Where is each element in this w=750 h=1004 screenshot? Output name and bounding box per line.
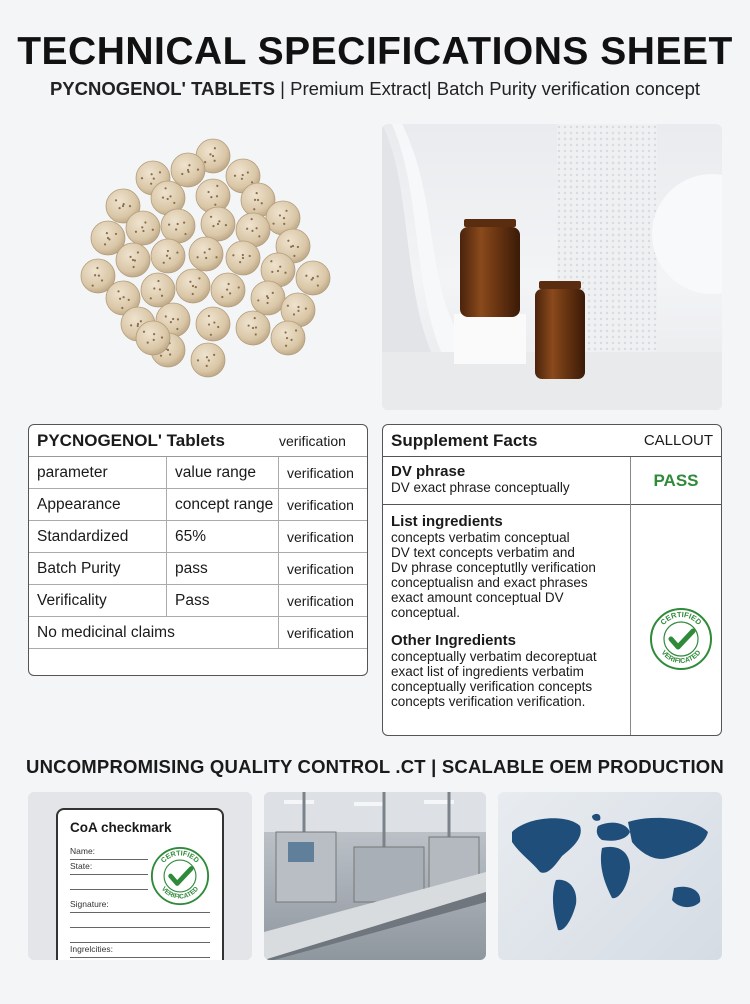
tablet-speck — [164, 187, 166, 189]
tablet-speck — [293, 255, 295, 257]
tablet-speck — [286, 337, 288, 339]
list-title: List ingredients — [391, 513, 503, 530]
tablet-speck — [107, 237, 109, 239]
factory-image — [264, 792, 486, 960]
tablet-speck — [123, 296, 125, 298]
cell-value: concept range — [167, 489, 279, 520]
tablet-speck — [225, 224, 227, 226]
supplement-facts-panel — [382, 424, 722, 736]
coa-field: Signature: — [70, 898, 210, 913]
tablet-speck — [290, 339, 292, 341]
tablet-speck — [160, 355, 162, 357]
tablet-speck — [197, 359, 199, 361]
facts-callout: CALLOUT — [643, 432, 713, 449]
coa-blank-line — [70, 913, 210, 928]
tablet-speck — [96, 267, 98, 269]
tablet-speck — [232, 254, 234, 256]
tablet-speck — [297, 306, 299, 308]
tablet-speck — [234, 175, 236, 177]
coa-blank-line — [70, 928, 210, 943]
coa-field: Ingrelcities: — [70, 943, 210, 958]
tablet-speck — [218, 220, 220, 222]
tablet-speck — [255, 326, 257, 328]
tablet-speck — [283, 217, 285, 219]
tablet-speck — [267, 297, 269, 299]
quality-band: UNCOMPROMISING QUALITY CONTROL .CT | SCALABLE OEM PRODUCTION — [26, 756, 724, 777]
tablet-speck — [208, 323, 210, 325]
tablet-speck — [210, 196, 212, 198]
tablet-speck — [117, 290, 119, 292]
tablet-speck — [187, 169, 189, 171]
tablet-speck — [175, 228, 177, 230]
coa-image — [28, 792, 252, 960]
cell-value: value range — [167, 457, 279, 488]
tablet-speck — [210, 216, 212, 218]
tablet-speck — [134, 259, 136, 261]
other-title: Other Ingredients — [391, 632, 517, 649]
tablet-speck — [208, 359, 210, 361]
tablet-speck — [212, 225, 214, 227]
other-line: conceptually verbatim decoreptuat — [391, 649, 597, 664]
stamp-top-text: CERTIFIED — [160, 850, 200, 865]
tablet-speck — [151, 173, 153, 175]
tablet-speck — [176, 328, 178, 330]
tablet-speck — [256, 192, 258, 194]
tablet-speck — [150, 183, 152, 185]
tablet-speck — [104, 243, 106, 245]
facts-title: Supplement Facts — [391, 430, 538, 450]
tablet — [136, 321, 170, 355]
tablet-speck — [242, 254, 244, 256]
certified-stamp-icon — [649, 607, 713, 671]
tablet-speck — [216, 185, 218, 187]
spec-table-title-col: verification — [279, 432, 346, 449]
spec-table-title: PYCNOGENOL' Tablets — [37, 430, 225, 450]
tablet-speck — [169, 353, 171, 355]
tablet-speck — [196, 256, 198, 258]
tablet-speck — [255, 333, 257, 335]
world-map-image — [498, 792, 722, 960]
tablet-speck — [279, 214, 281, 216]
tablet — [161, 209, 195, 243]
cell-verification: verification — [287, 624, 354, 641]
tablet — [141, 273, 175, 307]
subtitle-rest: | Premium Extract| Batch Purity verification concept — [275, 78, 701, 99]
tablet-speck — [133, 266, 135, 268]
tablet-speck — [254, 199, 256, 201]
tablet-speck — [247, 171, 249, 173]
coa-field: State: — [70, 860, 148, 875]
spec-table-header — [29, 425, 367, 457]
list-line: concepts verbatim conceptual — [391, 530, 570, 545]
tablet-speck — [157, 280, 159, 282]
tablet-speck — [251, 181, 253, 183]
tablet-speck — [159, 171, 161, 173]
tablet-speck — [208, 315, 210, 317]
tablet-speck — [283, 223, 285, 225]
tablet-speck — [141, 177, 143, 179]
tablet-speck — [204, 161, 206, 163]
tablet-speck — [115, 199, 117, 201]
dv-text: DV exact phrase conceptually — [391, 480, 570, 495]
cell-claims: No medicinal claims — [29, 617, 279, 648]
tablet-speck — [239, 261, 241, 263]
tablet-speck — [206, 365, 208, 367]
tablet-speck — [270, 260, 272, 262]
cell-parameter: Appearance — [29, 489, 167, 520]
tablet-speck — [173, 202, 175, 204]
tablet-speck — [251, 218, 253, 220]
dv-section — [383, 457, 630, 505]
stamp-bottom-text: VERIFICATED — [659, 649, 703, 666]
tablet-speck — [246, 228, 248, 230]
tablet-speck — [285, 210, 287, 212]
list-line: Dv phrase conceptutlly verification — [391, 560, 596, 575]
tablet-speck — [128, 299, 130, 301]
table-row — [29, 521, 367, 553]
tablet-speck — [92, 285, 94, 287]
tablet-speck — [153, 287, 155, 289]
tablet-speck — [284, 272, 286, 274]
cell-parameter: Batch Purity — [29, 553, 167, 584]
tablet-speck — [162, 196, 164, 198]
tablet-speck — [248, 324, 250, 326]
tablet-speck — [198, 277, 200, 279]
tablet-speck — [261, 202, 263, 204]
subtitle-product: PYCNOGENOL' TABLETS — [49, 78, 276, 99]
tablet-speck — [279, 266, 281, 268]
tablet-speck — [123, 203, 125, 205]
tablet-speck — [140, 320, 142, 322]
cell-verification: verification — [287, 464, 354, 481]
tablet-speck — [181, 173, 183, 175]
tablet-speck — [129, 205, 131, 207]
tablet-speck — [214, 147, 216, 149]
tablet-speck — [130, 324, 132, 326]
tablet-speck — [129, 256, 131, 258]
coa-document — [56, 808, 224, 960]
table-row — [29, 617, 367, 649]
tablet-speck — [169, 257, 171, 259]
pass-badge: PASS — [631, 457, 721, 505]
tablet-speck — [255, 227, 257, 229]
tablet-speck — [167, 250, 169, 252]
tablet-speck — [163, 262, 165, 264]
cell-value: 65% — [167, 521, 279, 552]
list-ingredients-section — [383, 505, 630, 620]
tablet-speck — [272, 292, 274, 294]
cell-value: Pass — [167, 585, 279, 616]
tablet-speck — [257, 299, 259, 301]
tablet-speck — [106, 232, 108, 234]
tablet-speck — [277, 270, 279, 272]
tablet-speck — [176, 251, 178, 253]
tablet-speck — [141, 226, 143, 228]
tablet-speck — [184, 233, 186, 235]
tablet-speck — [153, 339, 155, 341]
table-row — [29, 553, 367, 585]
tablet-speck — [188, 164, 190, 166]
tablet-speck — [192, 285, 194, 287]
tablet-speck — [217, 326, 219, 328]
tablets-image — [28, 128, 368, 410]
tablet-speck — [153, 178, 155, 180]
cell-verification: verification — [287, 560, 354, 577]
table-row — [29, 489, 367, 521]
cell-verification: verification — [287, 592, 354, 609]
tablet-speck — [214, 160, 216, 162]
tablet-speck — [229, 292, 231, 294]
tablet-speck — [216, 195, 218, 197]
tablet-speck — [238, 286, 240, 288]
list-line: exact amount conceptual DV — [391, 590, 564, 605]
tablet-speck — [197, 169, 199, 171]
tablet-speck — [208, 248, 210, 250]
cell-verification: verification — [287, 528, 354, 545]
tablet-speck — [206, 356, 208, 358]
tablet-speck — [305, 275, 307, 277]
tablet-speck — [161, 295, 163, 297]
tablet-speck — [252, 327, 254, 329]
tablet-speck — [214, 204, 216, 206]
tablet-speck — [137, 323, 139, 325]
tablet-speck — [119, 207, 121, 209]
tablet-speck — [297, 310, 299, 312]
tablet — [189, 237, 223, 271]
tablet-speck — [94, 274, 96, 276]
tablet-speck — [165, 315, 167, 317]
tablet-speck — [166, 255, 168, 257]
tablet-speck — [170, 321, 172, 323]
tablet-speck — [272, 223, 274, 225]
other-line: concepts verification verification. — [391, 694, 586, 709]
tablet-speck — [137, 325, 139, 327]
tablet-speck — [135, 231, 137, 233]
tablet-speck — [204, 251, 206, 253]
tablet-speck — [258, 235, 260, 237]
tablet-speck — [251, 230, 253, 232]
tablet-speck — [167, 198, 169, 200]
tablet-speck — [257, 199, 259, 201]
tablet-speck — [207, 191, 209, 193]
coa-title: CoA checkmark — [70, 820, 172, 835]
tablet-speck — [241, 178, 243, 180]
tablet-speck — [221, 296, 223, 298]
list-line: conceptualisn and exact phrases — [391, 575, 588, 590]
factory-scene — [264, 792, 486, 960]
tablet-speck — [101, 279, 103, 281]
tablet-speck — [242, 257, 244, 259]
tablet-speck — [144, 221, 146, 223]
spec-table — [28, 424, 368, 676]
tablet-speck — [212, 155, 214, 157]
tablet-speck — [287, 305, 289, 307]
tablet-speck — [254, 317, 256, 319]
tablet-speck — [192, 293, 194, 295]
tablet-speck — [305, 308, 307, 310]
tablet-speck — [119, 298, 121, 300]
bottles-scene — [382, 124, 722, 410]
tablet-speck — [293, 313, 295, 315]
bottles-image — [382, 124, 722, 410]
cell-parameter: Standardized — [29, 521, 167, 552]
tablet-speck — [317, 284, 319, 286]
coa-blank-line — [70, 875, 148, 890]
tablet-speck — [312, 277, 314, 279]
tablet-speck — [152, 229, 154, 231]
tablet-speck — [266, 302, 268, 304]
coa-field: Name: — [70, 845, 148, 860]
svg-text:VERIFICATED — [160, 885, 200, 900]
tablet-speck — [172, 318, 174, 320]
dv-title: DV phrase — [391, 463, 466, 480]
tablet-speck — [143, 331, 145, 333]
other-ingredients-section — [383, 620, 630, 709]
cell-verification: verification — [287, 496, 354, 513]
tablet-speck — [215, 256, 217, 258]
tablet-speck — [226, 288, 228, 290]
tablet-speck — [183, 222, 185, 224]
world-map — [498, 792, 722, 960]
tablet-speck — [284, 331, 286, 333]
tablet-speck — [297, 246, 299, 248]
tablet-speck — [271, 271, 273, 273]
tablet-speck — [209, 153, 211, 155]
cell-parameter: Verificality — [29, 585, 167, 616]
tablet-speck — [210, 334, 212, 336]
tablet-speck — [187, 171, 189, 173]
table-row — [29, 585, 367, 617]
list-line: DV text concepts verbatim and — [391, 545, 575, 560]
tablet-speck — [132, 259, 134, 261]
certified-stamp-icon — [150, 846, 210, 906]
stamp-bottom-text: VERIFICATED — [159, 885, 201, 901]
tablet-speck — [115, 233, 117, 235]
other-line: conceptually verification concepts — [391, 679, 593, 694]
svg-text:VERIFICATED — [660, 649, 703, 665]
tablet-speck — [217, 223, 219, 225]
tablet-speck — [167, 349, 169, 351]
cell-parameter: parameter — [29, 457, 167, 488]
tablet-speck — [285, 345, 287, 347]
list-line: conceptual. — [391, 605, 461, 620]
tablet-speck — [287, 240, 289, 242]
tablet-speck — [177, 318, 179, 320]
tablet-speck — [137, 251, 139, 253]
tablet-speck — [159, 288, 161, 290]
tablet-speck — [121, 307, 123, 309]
tablet — [196, 307, 230, 341]
tablet-speck — [292, 245, 294, 247]
other-line: exact list of ingredients verbatim — [391, 664, 584, 679]
tablet-speck — [122, 205, 124, 207]
cell-value: pass — [167, 553, 279, 584]
tablet-speck — [142, 230, 144, 232]
tablet-speck — [168, 223, 170, 225]
stamp-top-text: CERTIFIED — [658, 609, 704, 627]
tablet-speck — [249, 255, 251, 257]
tablet-speck — [205, 257, 207, 259]
tablet-speck — [242, 174, 244, 176]
tablet-speck — [147, 341, 149, 343]
tablet-speck — [161, 336, 163, 338]
tablet-speck — [153, 333, 155, 335]
table-row — [29, 457, 367, 489]
tablet-speck — [317, 275, 319, 277]
tablet-speck — [150, 297, 152, 299]
tablet-speck — [228, 283, 230, 285]
page-subtitle — [0, 78, 750, 100]
tablet-speck — [195, 286, 197, 288]
tablet-speck — [295, 329, 297, 331]
page-title: TECHNICAL SPECIFICATIONS SHEET — [17, 30, 733, 73]
tablet-speck — [253, 208, 255, 210]
facts-header — [383, 425, 721, 457]
tablet-speck — [213, 321, 215, 323]
tablet-speck — [189, 281, 191, 283]
tablet-speck — [177, 223, 179, 225]
tablet-speck — [98, 275, 100, 277]
tablet-speck — [169, 195, 171, 197]
tablet-speck — [213, 354, 215, 356]
